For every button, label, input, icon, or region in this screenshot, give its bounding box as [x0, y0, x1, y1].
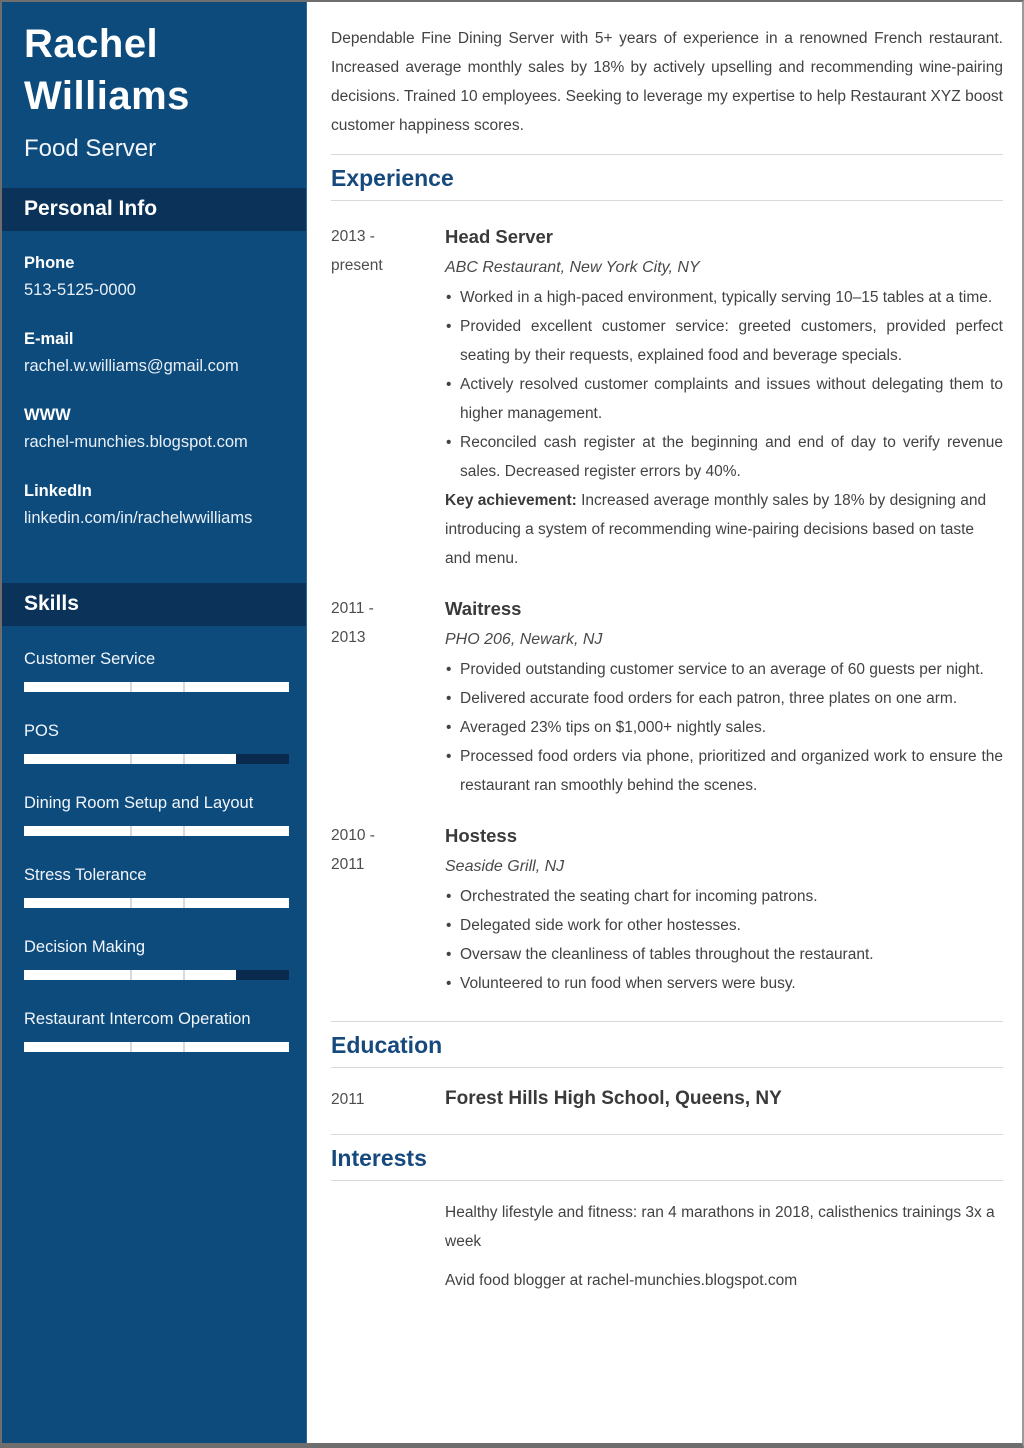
job-body: [445, 821, 1003, 998]
key-achievement-label: Key achievement:: [445, 492, 577, 509]
personal-info-header: Personal Info: [2, 188, 306, 231]
job-dates: [331, 594, 445, 800]
website-value: rachel-munchies.blogspot.com: [24, 433, 248, 451]
job-date-from: 2010 -: [331, 827, 375, 844]
job-bullet: • Delegated side work for other hostesses.: [445, 911, 1003, 940]
job-bullet: • Worked in a high-paced environment, typically serving 10–15 tables at a time.: [445, 283, 1003, 312]
job-date-from: 2013 -: [331, 228, 375, 245]
job-bullet: • Provided excellent customer service: greeted customers, provided perfect seating by their requests, explained food and beverage specials.: [445, 312, 1003, 370]
experience-section-header: [331, 154, 1003, 201]
section-title: Education: [331, 1032, 443, 1058]
skill-name: POS: [24, 722, 59, 740]
skill-bar-fill: [24, 826, 289, 836]
education-date: 2011: [331, 1091, 365, 1108]
job-company: PHO 206, Newark, NJ: [445, 631, 603, 648]
skill-bar-tick: [130, 1042, 132, 1052]
person-name: [24, 18, 286, 122]
skill-item: [24, 864, 288, 908]
job-body: [445, 594, 1003, 800]
skill-bar-tick: [183, 754, 185, 764]
job-dates: [331, 821, 445, 998]
skill-bar: [24, 682, 289, 692]
person-job-title: Food Server: [24, 135, 157, 162]
linkedin-value: linkedin.com/in/rachelwwilliams: [24, 509, 253, 527]
job-entry-waitress: [331, 594, 1003, 800]
job-bullet: • Actively resolved customer complaints and issues without delegating them to higher management.: [445, 370, 1003, 428]
contact-item-linkedin: [24, 479, 286, 532]
skill-bar-fill: [24, 1042, 289, 1052]
skill-bar: [24, 826, 289, 836]
skill-bar-tick: [130, 898, 132, 908]
skill-name: Dining Room Setup and Layout: [24, 794, 254, 812]
job-date-to: present: [331, 257, 383, 274]
skill-bar-tick: [183, 682, 185, 692]
person-first-name: Rachel: [24, 22, 159, 66]
job-bullet: • Averaged 23% tips on $1,000+ nightly sales.: [445, 713, 1003, 742]
job-bullet-list: [445, 882, 1003, 998]
skill-bar-tick: [130, 970, 132, 980]
skill-bar: [24, 970, 289, 980]
job-title: Waitress: [445, 598, 522, 619]
contact-item-www: [24, 403, 286, 456]
job-bullet-list: [445, 283, 1003, 486]
job-body: [445, 222, 1003, 573]
skill-name: Decision Making: [24, 938, 146, 956]
job-company: Seaside Grill, NJ: [445, 858, 565, 875]
person-last-name: Williams: [24, 74, 190, 118]
job-title: Head Server: [445, 226, 553, 247]
job-bullet-list: [445, 655, 1003, 800]
main-content: [307, 2, 1022, 1443]
education-school: Forest Hills High School, Queens, NY: [445, 1088, 782, 1109]
skill-bar-tick: [183, 1042, 185, 1052]
skill-item: [24, 936, 288, 980]
job-bullet: • Delivered accurate food orders for each patron, three plates on one arm.: [445, 684, 1003, 713]
email-value: rachel.w.williams@gmail.com: [24, 357, 239, 375]
skill-item: [24, 648, 288, 692]
skill-item: [24, 1008, 288, 1052]
name-block: [2, 2, 306, 164]
interest-item: Healthy lifestyle and fitness: ran 4 marathons in 2018, calisthenics trainings 3x a week: [445, 1204, 995, 1250]
skill-item: [24, 720, 288, 764]
job-bullet: • Reconciled cash register at the beginning and end of day to verify revenue sales. Decreased register errors by 40%.: [445, 428, 1003, 486]
skill-bar: [24, 754, 289, 764]
skill-bar-tick: [130, 682, 132, 692]
job-entry-hostess: [331, 821, 1003, 998]
job-title: Hostess: [445, 825, 517, 846]
education-section-header: [331, 1021, 1003, 1068]
phone-value: 513-5125-0000: [24, 281, 136, 299]
job-entry-head-server: [331, 222, 1003, 573]
skill-bar-tick: [130, 826, 132, 836]
skill-bar-fill: [24, 898, 289, 908]
key-achievement-text: Increased average monthly sales by 18% by designing and introducing a system of recommending wine-pairing decisions based on taste and menu.: [445, 492, 987, 567]
skill-bar: [24, 898, 289, 908]
skill-name: Stress Tolerance: [24, 866, 147, 884]
skill-bar-tick: [130, 754, 132, 764]
skill-bar-tick: [183, 970, 185, 980]
skill-item: [24, 792, 288, 836]
key-achievement: [445, 486, 1003, 573]
interests-list: [331, 1181, 1003, 1295]
section-title: Interests: [331, 1145, 427, 1171]
job-date-to: 2011: [331, 856, 365, 873]
skill-name: Customer Service: [24, 650, 156, 668]
section-title: Experience: [331, 165, 454, 191]
skill-bar-fill: [24, 682, 289, 692]
interests-section-header: [331, 1134, 1003, 1181]
education-entry: [331, 1068, 1003, 1132]
skills-header: Skills: [2, 583, 306, 626]
contact-label: Phone: [24, 254, 75, 272]
job-dates: [331, 222, 445, 573]
contact-item-email: [24, 327, 286, 380]
contact-label: WWW: [24, 406, 71, 424]
job-date-to: 2013: [331, 629, 366, 646]
skill-bar-tick: [183, 898, 185, 908]
skills-list: [2, 626, 306, 1052]
skill-bar-tick: [183, 826, 185, 836]
interest-item: Avid food blogger at rachel-munchies.blogspot.com: [445, 1272, 798, 1289]
skill-name: Restaurant Intercom Operation: [24, 1010, 251, 1028]
job-bullet: • Orchestrated the seating chart for incoming patrons.: [445, 882, 1003, 911]
job-bullet: • Volunteered to run food when servers were busy.: [445, 969, 1003, 998]
job-company: ABC Restaurant, New York City, NY: [445, 259, 700, 276]
job-bullet: • Provided outstanding customer service to an average of 60 guests per night.: [445, 655, 1003, 684]
contact-list: [2, 231, 306, 559]
job-date-from: 2011 -: [331, 600, 374, 617]
skill-bar: [24, 1042, 289, 1052]
job-bullet: • Processed food orders via phone, prioritized and organized work to ensure the restaurant ran smoothly behind the scenes.: [445, 742, 1003, 800]
sidebar: [2, 2, 307, 1443]
job-bullet: • Oversaw the cleanliness of tables throughout the restaurant.: [445, 940, 1003, 969]
contact-label: E-mail: [24, 330, 74, 348]
contact-label: LinkedIn: [24, 482, 92, 500]
summary-paragraph: Dependable Fine Dining Server with 5+ years of experience in a renowned French restaurant. Increased average monthly sales by 18% by actively upselling and recommending wine-pairing decisions. Trained 10 employees. Seeking to leverage my expertise to help Restaurant XYZ boost customer happiness scores.: [331, 30, 1003, 134]
contact-item-phone: [24, 251, 286, 304]
